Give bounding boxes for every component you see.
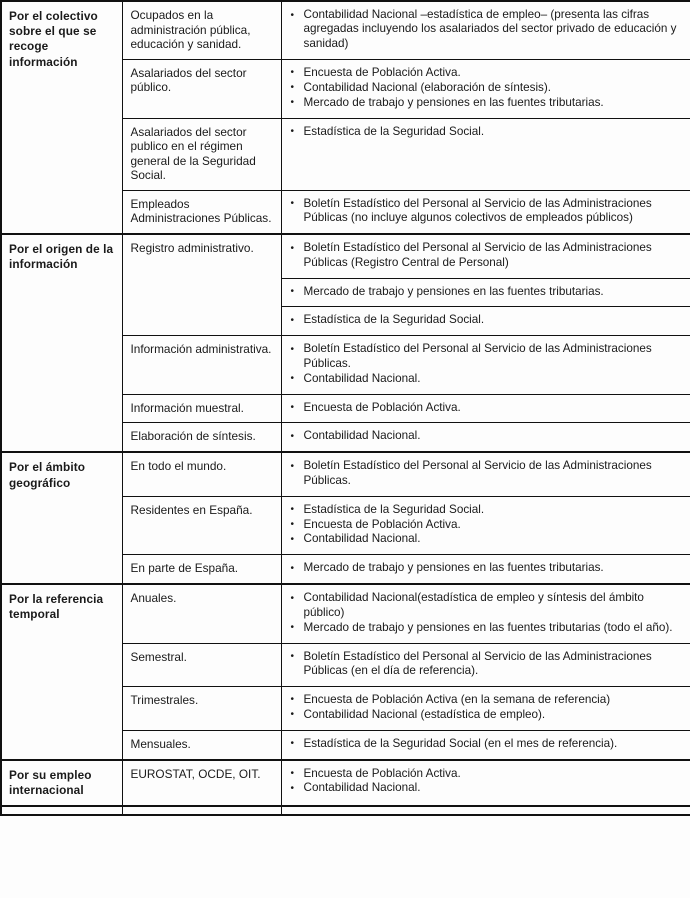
table-row (1, 760, 690, 806)
list-item: • Encuesta de Población Activa. (290, 66, 684, 80)
source-list (290, 8, 684, 51)
category-cell: Asalariados del sector público. (122, 59, 281, 118)
list-item: • Encuesta de Población Activa. (290, 401, 684, 415)
sources-cell (281, 452, 690, 496)
sources-cell (281, 423, 690, 452)
list-item: • Contabilidad Nacional. (290, 429, 684, 443)
matrix-section (1, 1, 690, 234)
matrix-section (1, 584, 690, 759)
sources-cell (281, 118, 690, 190)
category-cell: Semestral. (122, 643, 281, 686)
category-cell: Elaboración de síntesis. (122, 423, 281, 452)
list-item: • Mercado de trabajo y pensiones en las fuentes tributarias. (290, 285, 684, 299)
sources-cell (281, 59, 690, 118)
table-row (1, 452, 690, 496)
sources-cell (281, 190, 690, 234)
category-cell: En todo el mundo. (122, 452, 281, 496)
table-row (1, 584, 690, 643)
sources-cell (281, 394, 690, 423)
list-item: • Mercado de trabajo y pensiones en las fuentes tributarias. (290, 96, 684, 110)
list-item: • Mercado de trabajo y pensiones en las fuentes tributarias. (290, 561, 684, 575)
source-list (290, 561, 684, 575)
table-row (1, 234, 690, 278)
source-list (290, 401, 684, 415)
category-cell: EUROSTAT, OCDE, OIT. (122, 760, 281, 806)
sources-cell (281, 686, 690, 730)
list-item: • Encuesta de Población Activa. (290, 767, 684, 781)
list-item: • Boletín Estadístico del Personal al Servicio de las Administraciones Públicas (Registro Central de Personal) (290, 241, 684, 270)
category-cell: Información muestral. (122, 394, 281, 423)
category-cell: Mensuales. (122, 730, 281, 759)
sources-cell (281, 555, 690, 584)
cut-off-cell (281, 806, 690, 815)
table-row (1, 1, 690, 59)
matrix-section (1, 760, 690, 806)
matrix-section (1, 234, 690, 452)
list-item: • Contabilidad Nacional. (290, 532, 684, 546)
source-list (290, 650, 684, 679)
cut-off-cell (1, 806, 122, 815)
cut-off-cell (122, 806, 281, 815)
category-cell: Ocupados en la administración pública, educación y sanidad. (122, 1, 281, 59)
sources-cell (281, 584, 690, 643)
list-item: • Estadística de la Seguridad Social. (290, 313, 684, 327)
sources-cell (281, 278, 690, 307)
list-item: • Mercado de trabajo y pensiones en las fuentes tributarias (todo el año). (290, 621, 684, 635)
sources-cell (281, 643, 690, 686)
category-cell: En parte de España. (122, 555, 281, 584)
source-list (290, 241, 684, 270)
source-list (290, 591, 684, 635)
category-cell: Trimestrales. (122, 686, 281, 730)
criterion-cell: Por el ámbito geográfico (1, 452, 122, 584)
cut-off-row (1, 806, 690, 815)
category-cell: Anuales. (122, 584, 281, 643)
source-list (290, 342, 684, 386)
list-item: • Boletín Estadístico del Personal al Servicio de las Administraciones Públicas. (290, 459, 684, 488)
source-list (290, 429, 684, 443)
category-cell: Empleados Administraciones Públicas. (122, 190, 281, 234)
criterion-cell: Por la referencia temporal (1, 584, 122, 759)
source-list (290, 459, 684, 488)
list-item: • Estadística de la Seguridad Social. (290, 503, 684, 517)
list-item: • Boletín Estadístico del Personal al Servicio de las Administraciones Públicas (no incluye algunos colectivos de empleados públicos) (290, 197, 684, 226)
list-item: • Contabilidad Nacional (elaboración de síntesis). (290, 81, 684, 95)
source-list (290, 125, 684, 139)
category-cell: Registro administrativo. (122, 234, 281, 336)
category-cell: Residentes en España. (122, 496, 281, 555)
sources-cell (281, 1, 690, 59)
sources-cell (281, 234, 690, 278)
source-list (290, 66, 684, 110)
source-list (290, 693, 684, 722)
sources-cell (281, 730, 690, 759)
sources-cell (281, 307, 690, 336)
list-item: • Contabilidad Nacional(estadística de empleo y síntesis del ámbito público) (290, 591, 684, 620)
matrix-section (1, 452, 690, 584)
source-list (290, 767, 684, 796)
sources-cell (281, 496, 690, 555)
list-item: • Encuesta de Población Activa. (290, 518, 684, 532)
category-cell: Asalariados del sector publico en el régimen general de la Seguridad Social. (122, 118, 281, 190)
list-item: • Encuesta de Población Activa (en la semana de referencia) (290, 693, 684, 707)
list-item: • Contabilidad Nacional. (290, 372, 684, 386)
list-item: • Boletín Estadístico del Personal al Servicio de las Administraciones Públicas (en el día de referencia). (290, 650, 684, 679)
criterion-cell: Por el colectivo sobre el que se recoge información (1, 1, 122, 234)
source-list (290, 285, 684, 299)
criterion-cell: Por su empleo internacional (1, 760, 122, 806)
sources-cell (281, 760, 690, 806)
sources-cell (281, 336, 690, 394)
list-item: • Boletín Estadístico del Personal al Servicio de las Administraciones Públicas. (290, 342, 684, 371)
list-item: • Contabilidad Nacional. (290, 781, 684, 795)
list-item: • Contabilidad Nacional (estadística de empleo). (290, 708, 684, 722)
category-cell: Información administrativa. (122, 336, 281, 394)
source-list (290, 197, 684, 226)
source-list (290, 503, 684, 547)
criterion-cell: Por el origen de la información (1, 234, 122, 452)
source-list (290, 313, 684, 327)
list-item: • Contabilidad Nacional –estadística de empleo– (presenta las cifras agregadas incluyendo los asalariados del sector privado de educación y sanidad) (290, 8, 684, 51)
source-list (290, 737, 684, 751)
list-item: • Estadística de la Seguridad Social. (290, 125, 684, 139)
list-item: • Estadística de la Seguridad Social (en el mes de referencia). (290, 737, 684, 751)
